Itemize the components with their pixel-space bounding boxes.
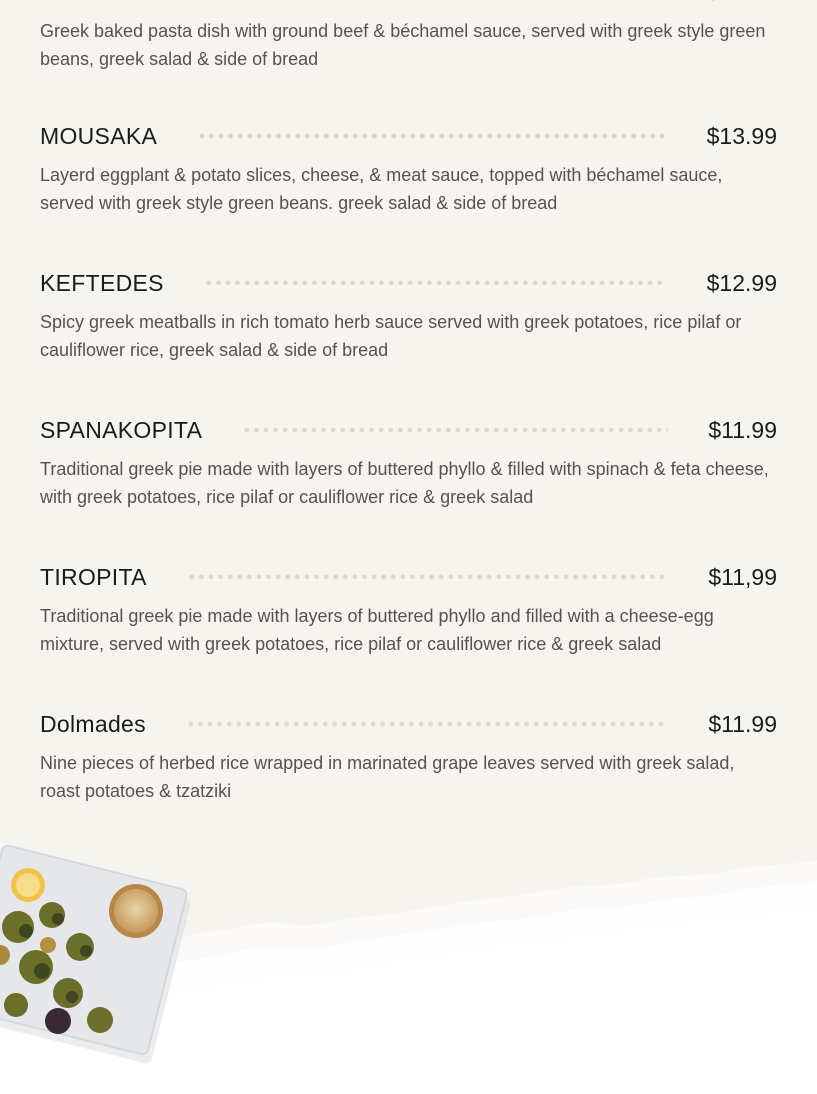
menu-item-name: SPANAKOPITA: [40, 416, 203, 443]
menu-item-name: Dolmades: [40, 710, 146, 737]
menu-item-price: $11,99: [708, 563, 777, 590]
menu-item-price: $11.99: [708, 710, 777, 737]
menu-item-header: [40, 562, 777, 592]
menu-item-price: $13.99: [706, 122, 777, 149]
food-platter-image: [0, 835, 190, 1065]
menu-item-price: $12.99: [706, 269, 777, 296]
menu-item-description: Nine pieces of herbed rice wrapped in marinated grape leaves served with greek salad, roast potatoes & tzatziki: [40, 753, 735, 801]
menu-item-header: [40, 709, 777, 739]
menu-item-name: KEFTEDES: [40, 269, 164, 296]
dotted-leader: [187, 574, 669, 580]
menu-item-description: Layerd eggplant & potato slices, cheese, & meat sauce, topped with béchamel sauce, served with greek style green beans. greek salad & side of bread: [40, 165, 723, 213]
dotted-leader: [242, 427, 668, 433]
menu-item-name: TIROPITA: [40, 563, 147, 590]
menu-item-tiropita: [40, 562, 777, 658]
dotted-leader: [197, 133, 667, 139]
menu-item-price: $11.99: [708, 416, 777, 443]
menu-item-header: [40, 415, 777, 445]
menu-item-description: Traditional greek pie made with layers of buttered phyllo and filled with a cheese-egg mixture, served with greek potatoes, rice pilaf or cauliflower rice & greek salad: [40, 606, 714, 654]
menu-item-description: Traditional greek pie made with layers of buttered phyllo & filled with spinach & feta cheese, with greek potatoes, rice pilaf or cauliflower rice & greek salad: [40, 459, 769, 507]
menu-item-keftedes: [40, 268, 777, 364]
menu-item-dolmades: [40, 709, 777, 805]
menu-item-spanakopita: [40, 415, 777, 511]
previous-item-description: Greek baked pasta dish with ground beef & béchamel sauce, served with greek style green beans, greek salad & side of bread: [40, 21, 766, 69]
menu-item-name: MOUSAKA: [40, 122, 158, 149]
menu-item-header: [40, 121, 777, 151]
dotted-leader: [204, 280, 667, 286]
menu-item-description: Spicy greek meatballs in rich tomato herb sauce served with greek potatoes, rice pilaf or cauliflower rice, greek salad & side of bread: [40, 312, 742, 360]
decorative-dot: [710, 0, 715, 1]
menu-item-header: [40, 268, 777, 298]
menu-item-mousaka: [40, 121, 777, 217]
dotted-leader: [186, 721, 668, 727]
